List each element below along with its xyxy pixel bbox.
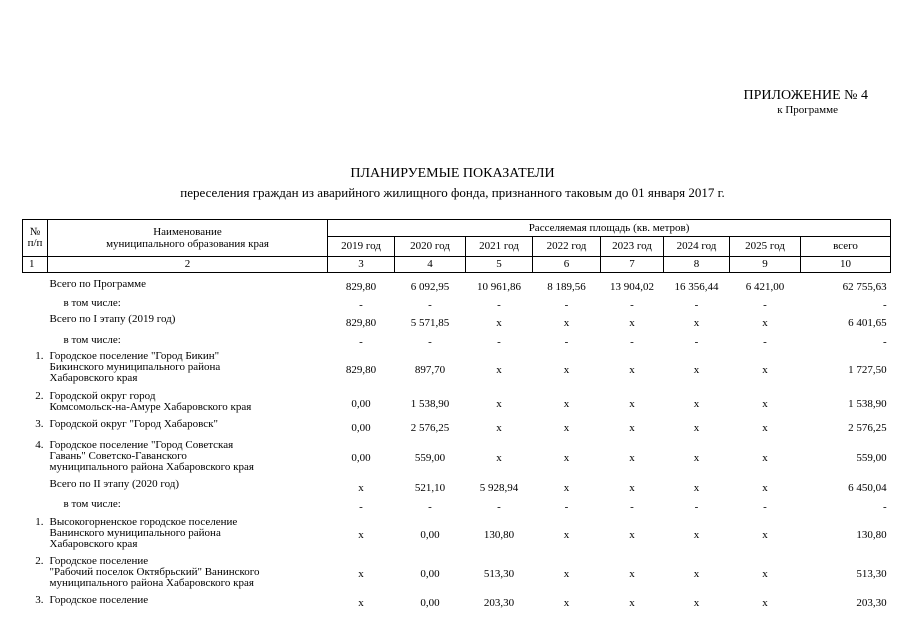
indicators-table bbox=[22, 219, 891, 613]
row-number: 3. bbox=[35, 594, 44, 606]
row-value: x bbox=[629, 317, 635, 329]
row-value: 16 356,44 bbox=[674, 281, 719, 293]
table-row bbox=[23, 555, 891, 594]
row-value: x bbox=[762, 422, 768, 434]
row-value: x bbox=[762, 452, 768, 464]
row-value: x bbox=[762, 317, 768, 329]
row-value: x bbox=[496, 422, 502, 434]
row-name: Городское поселение "Город Советская Гавань" Советско-Гаванского муниципального района Хабаровского края bbox=[49, 439, 254, 473]
row-value: x bbox=[563, 568, 570, 580]
table-row bbox=[23, 313, 891, 334]
row-value: 10 961,86 bbox=[477, 281, 521, 293]
row-value: x bbox=[762, 397, 768, 410]
row-value: x bbox=[629, 597, 635, 609]
row-value: 1 538,90 bbox=[848, 397, 887, 410]
row-name: в том числе: bbox=[63, 297, 121, 309]
row-value: 521,10 bbox=[414, 481, 446, 494]
row-value: - bbox=[694, 500, 699, 513]
row-value: 0,00 bbox=[351, 452, 371, 464]
appendix-header bbox=[744, 88, 869, 117]
header-year: 2020 год bbox=[395, 237, 466, 257]
appendix-subtitle: к Программе bbox=[777, 104, 838, 116]
row-value: 203,30 bbox=[483, 597, 515, 609]
row-value: x bbox=[693, 317, 700, 329]
row-value: 513,30 bbox=[483, 568, 515, 580]
row-number: 2. bbox=[35, 555, 44, 567]
row-value: 0,00 bbox=[351, 422, 371, 434]
row-value: 559,00 bbox=[414, 452, 446, 464]
row-value: x bbox=[762, 481, 768, 494]
row-value: - bbox=[497, 298, 501, 311]
row-value: x bbox=[563, 397, 570, 410]
row-value: - bbox=[359, 298, 363, 311]
row-value: - bbox=[497, 500, 501, 513]
row-value: x bbox=[358, 568, 364, 580]
row-value: - bbox=[359, 335, 363, 348]
row-value: - bbox=[564, 500, 569, 513]
row-number bbox=[23, 278, 48, 297]
table-row bbox=[23, 390, 891, 418]
column-number: 4 bbox=[395, 257, 466, 273]
row-value: x bbox=[629, 422, 635, 434]
row-number: 3. bbox=[35, 418, 44, 430]
header-year: 2022 год bbox=[533, 237, 601, 257]
row-value: 1 538,90 bbox=[410, 397, 450, 410]
row-value: - bbox=[763, 335, 767, 348]
row-value: x bbox=[496, 363, 502, 376]
row-value: x bbox=[563, 481, 570, 494]
table-row bbox=[23, 439, 891, 478]
row-value: 0,00 bbox=[351, 397, 371, 410]
row-value: x bbox=[629, 397, 635, 410]
table-row bbox=[23, 594, 891, 613]
row-value: x bbox=[563, 597, 570, 609]
row-value: x bbox=[762, 529, 768, 541]
row-value: - bbox=[882, 500, 887, 513]
row-value: 829,80 bbox=[345, 281, 377, 293]
row-value: - bbox=[564, 335, 569, 348]
row-value: x bbox=[693, 363, 700, 376]
row-name: Всего по Программе bbox=[49, 278, 147, 290]
row-value: x bbox=[629, 568, 635, 580]
row-value: 6 421,00 bbox=[745, 281, 785, 293]
row-value: 62 755,63 bbox=[842, 281, 887, 293]
column-number: 1 bbox=[23, 257, 48, 273]
row-value: x bbox=[563, 529, 570, 541]
column-number: 9 bbox=[730, 257, 801, 273]
row-value: 1 727,50 bbox=[848, 363, 887, 376]
row-value: 0,00 bbox=[420, 529, 440, 541]
document-subtitle: переселения граждан из аварийного жилищного фонда, признанного таковым до 01 января 2017 г. bbox=[180, 185, 725, 200]
row-name: в том числе: bbox=[63, 498, 121, 510]
table-row bbox=[23, 498, 891, 516]
row-value: x bbox=[693, 597, 700, 609]
row-value: - bbox=[763, 298, 767, 311]
row-number: 1. bbox=[35, 516, 44, 528]
row-value: x bbox=[629, 481, 635, 494]
row-number: 2. bbox=[35, 390, 44, 402]
table-row bbox=[23, 516, 891, 555]
row-value: - bbox=[630, 298, 634, 311]
table-row bbox=[23, 334, 891, 350]
row-number: 1. bbox=[35, 350, 44, 362]
row-value: x bbox=[693, 481, 700, 494]
row-value: 897,70 bbox=[414, 363, 446, 376]
row-value: 0,00 bbox=[420, 597, 440, 609]
header-name: Наименование муниципального образования края bbox=[48, 220, 328, 257]
header-year: 2019 год bbox=[328, 237, 395, 257]
appendix-number: ПРИЛОЖЕНИЕ № 4 bbox=[743, 88, 868, 103]
row-value: x bbox=[496, 317, 502, 329]
header-year: 2021 год bbox=[466, 237, 533, 257]
table-row bbox=[23, 297, 891, 313]
table-row bbox=[23, 478, 891, 498]
row-number bbox=[23, 313, 48, 334]
header-year: 2024 год bbox=[664, 237, 730, 257]
row-value: x bbox=[629, 452, 635, 464]
row-value: x bbox=[629, 529, 635, 541]
row-value: 2 576,25 bbox=[410, 422, 450, 434]
row-number bbox=[23, 498, 48, 516]
row-value: - bbox=[882, 298, 887, 311]
row-value: - bbox=[630, 335, 634, 348]
table-row bbox=[23, 278, 891, 297]
column-number: 6 bbox=[533, 257, 601, 273]
row-value: - bbox=[630, 500, 634, 513]
row-value: 5 571,85 bbox=[410, 317, 450, 329]
column-number: 3 bbox=[328, 257, 395, 273]
row-value: x bbox=[358, 481, 364, 494]
row-name: Высокогорненское городское поселение Ванинского муниципального района Хабаровского края bbox=[49, 516, 238, 550]
row-number bbox=[23, 297, 48, 313]
row-name: Всего по I этапу (2019 год) bbox=[49, 313, 176, 325]
document-title: ПЛАНИРУЕМЫЕ ПОКАЗАТЕЛИ bbox=[350, 166, 555, 181]
table-row bbox=[23, 350, 891, 390]
row-value: - bbox=[882, 335, 887, 348]
row-name: Городское поселение "Город Бикин" Бикинского муниципального района Хабаровского края bbox=[49, 350, 221, 384]
row-value: x bbox=[563, 317, 570, 329]
header-num: № п/п bbox=[23, 220, 48, 257]
row-value: x bbox=[693, 422, 700, 434]
row-value: 203,30 bbox=[856, 597, 887, 609]
row-value: - bbox=[763, 500, 767, 513]
column-number: 10 bbox=[801, 257, 891, 273]
row-name: Городской округ город Комсомольск-на-Амуре Хабаровского края bbox=[49, 390, 252, 413]
row-value: 559,00 bbox=[856, 452, 887, 464]
header-year: 2023 год bbox=[601, 237, 664, 257]
row-value: x bbox=[563, 363, 570, 376]
row-name: Городское поселение "Рабочий поселок Октябрьский" Ванинского муниципального района Хабаровского края bbox=[49, 555, 260, 589]
row-value: x bbox=[496, 452, 502, 464]
row-value: 0,00 bbox=[420, 568, 440, 580]
row-value: 8 189,56 bbox=[547, 281, 586, 293]
header-year: всего bbox=[801, 237, 891, 257]
row-value: - bbox=[497, 335, 501, 348]
row-value: x bbox=[496, 397, 502, 410]
row-value: - bbox=[359, 500, 363, 513]
row-value: 829,80 bbox=[345, 363, 377, 376]
row-value: 513,30 bbox=[856, 568, 887, 580]
row-value: 5 928,94 bbox=[479, 481, 519, 494]
column-number: 5 bbox=[466, 257, 533, 273]
column-number: 7 bbox=[601, 257, 664, 273]
row-value: - bbox=[564, 298, 569, 311]
row-number: 4. bbox=[35, 439, 44, 451]
row-value: x bbox=[358, 597, 364, 609]
column-number: 8 bbox=[664, 257, 730, 273]
row-value: 6 450,04 bbox=[848, 481, 887, 494]
row-value: - bbox=[694, 298, 699, 311]
row-value: x bbox=[693, 452, 700, 464]
row-value: x bbox=[762, 568, 768, 580]
row-value: 6 401,65 bbox=[848, 317, 887, 329]
row-value: x bbox=[629, 363, 635, 376]
column-number: 2 bbox=[48, 257, 328, 273]
table-row bbox=[23, 418, 891, 439]
row-value: x bbox=[693, 397, 700, 410]
row-value: x bbox=[693, 568, 700, 580]
row-value: x bbox=[762, 363, 768, 376]
row-name: Городское поселение bbox=[49, 594, 149, 606]
row-name: Городской округ "Город Хабаровск" bbox=[49, 418, 219, 430]
row-name: в том числе: bbox=[63, 334, 121, 346]
row-value: - bbox=[428, 500, 432, 513]
row-value: 6 092,95 bbox=[410, 281, 450, 293]
row-value: - bbox=[694, 335, 699, 348]
row-value: x bbox=[358, 529, 364, 541]
row-number bbox=[23, 478, 48, 498]
row-value: x bbox=[762, 597, 768, 609]
row-value: - bbox=[428, 298, 432, 311]
row-value: 130,80 bbox=[483, 529, 515, 541]
row-value: 130,80 bbox=[856, 529, 887, 541]
row-number bbox=[23, 334, 48, 350]
row-value: x bbox=[693, 529, 700, 541]
header-area-group: Расселяемая площадь (кв. метров) bbox=[328, 220, 891, 237]
row-value: - bbox=[428, 335, 432, 348]
row-value: x bbox=[563, 452, 570, 464]
row-value: 13 904,02 bbox=[610, 281, 654, 293]
row-name: Всего по II этапу (2020 год) bbox=[49, 478, 180, 490]
row-value: 2 576,25 bbox=[848, 422, 887, 434]
row-value: 829,80 bbox=[345, 317, 377, 329]
row-value: x bbox=[563, 422, 570, 434]
header-year: 2025 год bbox=[730, 237, 801, 257]
